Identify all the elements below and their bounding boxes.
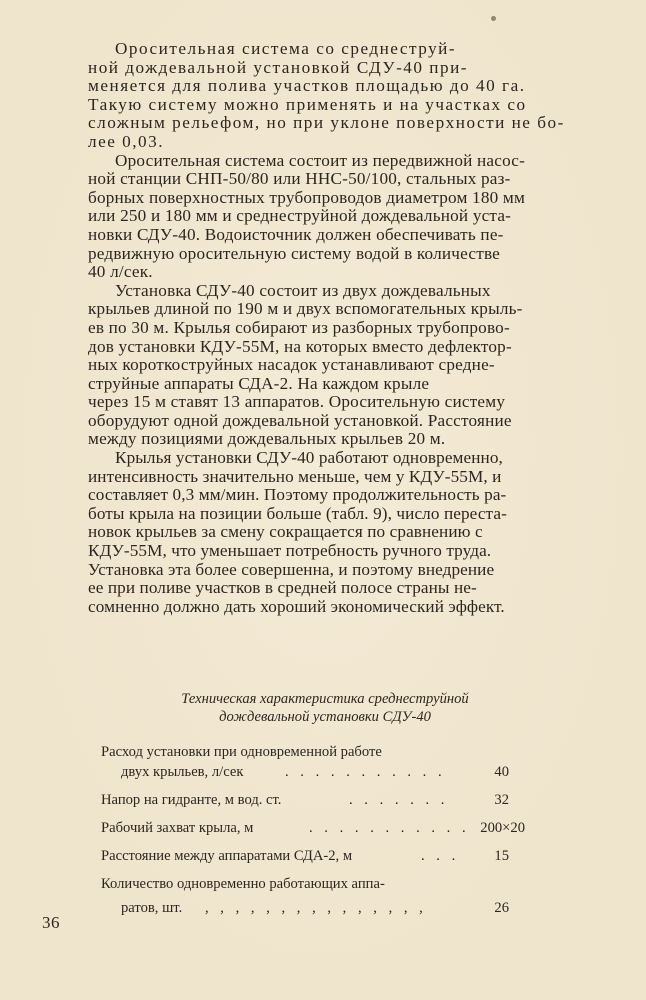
spec-row-flow <box>101 744 531 764</box>
paragraph-4: Крылья установки СДУ-40 работают одновременно, интенсивность значительно меньше, чем у КДУ-55М, и составляет 0,3 мм/мин. Поэтому продолжительность ра- боты крыла на позиции больше (табл. 9), число переста- новок крыльев за смену сокращается по сравнению с КДУ-55М, что уменьшает потребность ручного труда. Установка эта более совершенна, и поэтому внедрение ее при поливе участков в средней полосе страны не- сомненно должно дать хороший экономический эффект. <box>88 448 507 616</box>
spec-row-coverage <box>101 820 531 848</box>
spec-row-coverage-leader: . . . . . . . . . . . <box>309 820 470 836</box>
page-number: 36 <box>42 913 60 932</box>
spec-row-flow-label-1: Расход установки при одновременной работе <box>101 744 382 760</box>
spec-row-count <box>101 876 531 900</box>
spec-row-count-leader: , , , , , , , , , , , , , , , <box>205 900 427 916</box>
spec-row-spacing-label: Расстояние между аппаратами СДА-2, м <box>101 848 353 864</box>
body-text <box>88 40 584 616</box>
spec-row-coverage-label: Рабочий захват крыла, м <box>101 820 254 836</box>
spec-title-line-1: Техническая характеристика среднеструйной <box>181 691 469 707</box>
print-speck <box>491 16 496 21</box>
paragraph-2: Оросительная система состоит из передвижной насос- ной станции СНП-50/80 или ННС-50/100, стальных раз- борных поверхностных трубопроводов диаметром 180 мм или 250 и 180 мм и среднеструйной дождевальной уста- новки СДУ-40. Водоисточник должен обеспечивать пе- редвижную оросительную систему водой в количестве 40 л/сек. <box>88 150 526 282</box>
spec-row-spacing <box>101 848 531 876</box>
spec-row-pressure-value: 32 <box>494 792 509 808</box>
paragraph-1: Оросительная система со среднеструй- ной дождевальной установкой СДУ-40 при- меняется для полива участков площадью до 40 га. Такую систему можно применять и на участках со сложным рельефом, но при уклоне поверхности не бо- лее 0,03. <box>88 39 565 151</box>
spec-row-pressure <box>101 792 531 820</box>
spec-row-flow-value: 40 <box>494 764 509 780</box>
spec-row-flow-leader: . . . . . . . . . . . <box>285 764 446 780</box>
spec-table <box>101 744 531 924</box>
spec-row-flow-label-2: двух крыльев, л/сек <box>121 764 244 780</box>
spec-row-pressure-label: Напор на гидранте, м вод. ст. <box>101 792 282 808</box>
spec-row-count-value: 26 <box>494 900 509 916</box>
spec-title <box>110 690 540 726</box>
spec-row-spacing-leader: . . . <box>421 848 460 864</box>
spec-row-spacing-value: 15 <box>494 848 509 864</box>
spec-row-count-label-2: ратов, шт. <box>121 900 183 916</box>
spec-row-count-cont <box>101 900 531 924</box>
spec-title-line-2: дождевальной установки СДУ-40 <box>219 709 431 725</box>
spec-row-count-label-1: Количество одновременно работающих аппа- <box>101 876 385 892</box>
spec-row-coverage-value: 200×20 <box>480 820 525 836</box>
paragraph-3: Установка СДУ-40 состоит из двух дождевальных крыльев длиной по 190 м и двух вспомогательных крыль- ев по 30 м. Крылья собирают из разборных трубопрово- дов установки КДУ-55М, на которых вместо дефлектор- ных короткоструйных насадок устанавливают средне- струйные аппараты СДА-2. На каждом крыле через 15 м ставят 13 аппаратов. Оросительную систему оборудуют одной дождевальной установкой. Расстояние между позициями дождевальных крыльев 20 м. <box>88 280 523 449</box>
spec-row-flow-cont <box>101 764 531 792</box>
spec-row-pressure-leader: . . . . . . . <box>349 792 449 808</box>
